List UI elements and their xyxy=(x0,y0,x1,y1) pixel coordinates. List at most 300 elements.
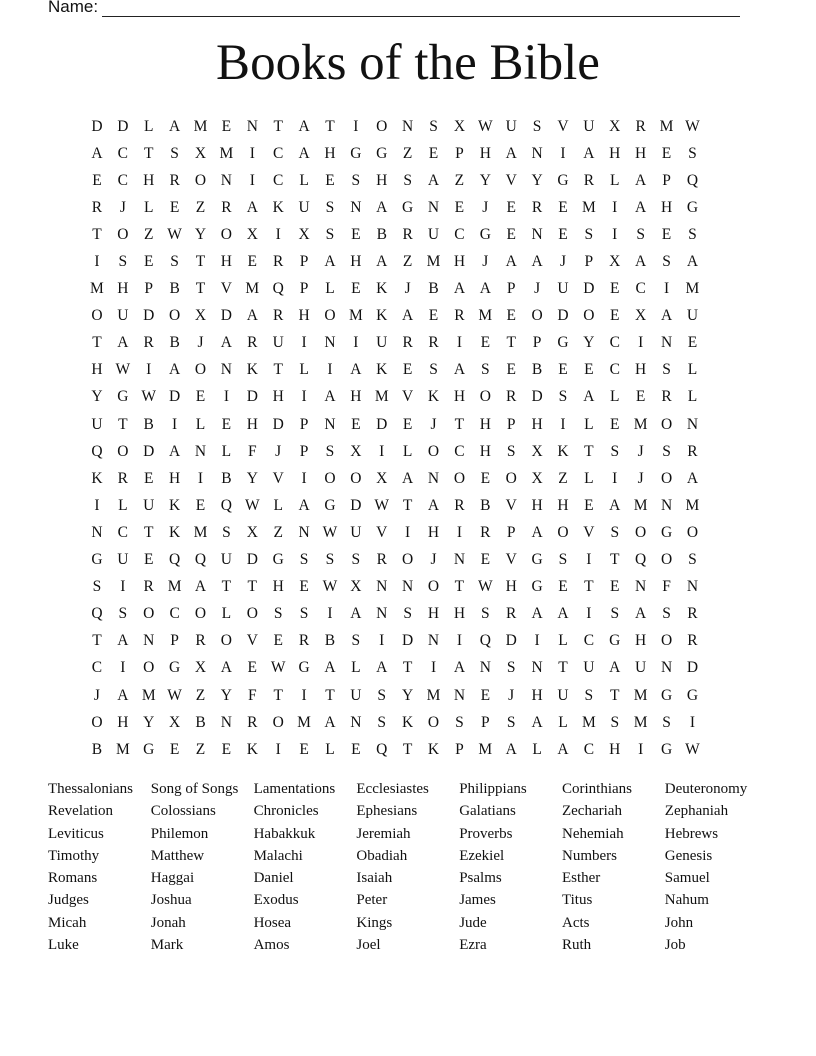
grid-letter: A xyxy=(531,605,543,623)
grid-letter: Q xyxy=(91,442,103,460)
grid-letter: E xyxy=(195,496,206,514)
grid-letter: W xyxy=(141,388,157,406)
grid-letter: A xyxy=(117,632,129,650)
grid-letter: T xyxy=(143,144,154,162)
grid-letter: I xyxy=(353,117,359,135)
grid-letter: A xyxy=(635,198,647,216)
grid-letter: A xyxy=(453,280,466,298)
word-bank-item: Ezra xyxy=(459,937,487,954)
grid-letter: D xyxy=(350,496,362,514)
grid-letter: T xyxy=(506,334,516,352)
grid-letter: S xyxy=(688,225,697,243)
grid-letter: I xyxy=(638,740,644,758)
grid-letter: I xyxy=(456,334,462,352)
grid-letter: Q xyxy=(479,632,491,650)
grid-letter: J xyxy=(404,280,411,298)
grid-letter: L xyxy=(221,442,232,460)
grid-letter: N xyxy=(194,442,207,460)
grid-letter: H xyxy=(453,388,466,406)
grid-letter: R xyxy=(143,334,154,352)
grid-letter: R xyxy=(247,334,258,352)
grid-letter: G xyxy=(660,686,673,704)
grid-letter: O xyxy=(453,469,466,487)
word-bank-item: Nehemiah xyxy=(561,825,624,842)
grid-letter: L xyxy=(687,361,698,379)
grid-letter: B xyxy=(376,225,387,243)
word-bank xyxy=(48,778,788,956)
grid-letter: H xyxy=(246,415,258,433)
grid-letter: A xyxy=(609,659,621,677)
grid-letter: P xyxy=(170,632,179,650)
grid-letter: L xyxy=(610,388,620,406)
grid-letter: Q xyxy=(635,551,647,569)
grid-letter: S xyxy=(325,551,335,569)
grid-letter: O xyxy=(583,307,595,325)
grid-letter: Y xyxy=(583,334,595,352)
grid-row xyxy=(84,465,734,492)
grid-letter: I xyxy=(275,225,281,243)
grid-row xyxy=(84,194,734,221)
grid-letter: O xyxy=(324,307,336,325)
grid-letter: L xyxy=(351,659,361,677)
grid-letter: V xyxy=(505,551,517,569)
grid-letter: E xyxy=(610,280,620,298)
grid-letter: G xyxy=(402,198,414,216)
word-bank-item: Philippians xyxy=(459,781,527,797)
grid-row xyxy=(84,113,734,140)
grid-letter: S xyxy=(636,225,645,243)
grid-letter: L xyxy=(402,442,413,460)
grid-letter: A xyxy=(505,740,517,758)
grid-letter: A xyxy=(479,280,491,298)
grid-letter: S xyxy=(688,144,697,162)
word-bank-item: Romans xyxy=(48,870,98,887)
grid-letter: S xyxy=(662,253,671,271)
grid-letter: K xyxy=(246,361,258,379)
grid-letter: U xyxy=(557,280,569,298)
word-bank-item: Judges xyxy=(48,892,89,909)
grid-letter: N xyxy=(427,469,440,487)
grid-row xyxy=(84,411,734,438)
grid-letter: E xyxy=(558,361,568,379)
grid-letter: B xyxy=(324,632,336,650)
grid-letter: E xyxy=(143,469,154,487)
grid-letter: D xyxy=(143,442,155,460)
grid-letter: C xyxy=(117,171,128,189)
word-bank-item: Nahum xyxy=(664,892,709,909)
grid-letter: A xyxy=(324,388,336,406)
grid-letter: R xyxy=(506,605,517,623)
grid-letter: X xyxy=(609,117,621,135)
grid-letter: H xyxy=(324,144,336,162)
grid-letter: O xyxy=(635,523,647,541)
grid-row xyxy=(84,248,734,275)
grid-letter: S xyxy=(662,713,671,731)
grid-letter: A xyxy=(117,686,129,704)
grid-letter: D xyxy=(272,415,284,433)
grid-letter: R xyxy=(247,713,258,731)
grid-letter: A xyxy=(583,388,595,406)
grid-letter: E xyxy=(143,253,154,271)
grid-letter: I xyxy=(301,686,307,704)
grid-row xyxy=(84,492,734,519)
grid-letter: P xyxy=(299,280,309,298)
grid-letter: A xyxy=(686,253,699,271)
word-bank-item: Obadiah xyxy=(356,847,408,864)
grid-letter: O xyxy=(350,469,362,487)
grid-letter: J xyxy=(637,469,644,487)
word-bank-item: Deuteronomy xyxy=(664,781,748,797)
grid-letter: A xyxy=(660,307,673,325)
grid-letter: A xyxy=(298,144,310,162)
grid-letter: P xyxy=(299,442,309,460)
grid-letter: M xyxy=(659,117,674,135)
grid-letter: V xyxy=(583,523,595,541)
name-label: Name: xyxy=(48,0,99,16)
grid-letter: R xyxy=(195,632,206,650)
word-bank-item: Zephaniah xyxy=(664,803,729,820)
grid-letter: C xyxy=(117,144,128,162)
grid-letter: F xyxy=(247,686,257,704)
word-bank-item: Proverbs xyxy=(459,825,513,842)
grid-letter: H xyxy=(635,632,647,650)
grid-letter: A xyxy=(583,144,595,162)
grid-letter: T xyxy=(273,686,283,704)
grid-letter: E xyxy=(351,415,361,433)
grid-letter: G xyxy=(117,388,129,406)
grid-letter: S xyxy=(558,551,568,569)
grid-row xyxy=(84,519,734,546)
grid-letter: S xyxy=(351,171,361,189)
grid-letter: E xyxy=(610,578,620,596)
grid-letter: E xyxy=(661,144,672,162)
grid-letter: E xyxy=(221,740,232,758)
grid-letter: I xyxy=(586,605,592,623)
grid-letter: H xyxy=(453,605,466,623)
grid-letter: U xyxy=(117,551,129,569)
grid-letter: T xyxy=(454,415,465,433)
grid-letter: S xyxy=(480,605,490,623)
grid-letter: O xyxy=(117,225,129,243)
grid-letter: H xyxy=(609,144,621,162)
grid-letter: C xyxy=(583,632,595,650)
grid-letter: T xyxy=(402,496,413,514)
grid-letter: J xyxy=(637,442,644,460)
grid-letter: A xyxy=(427,496,440,514)
grid-letter: S xyxy=(662,442,671,460)
grid-letter: M xyxy=(374,388,389,406)
grid-letter: N xyxy=(531,144,543,162)
grid-letter: Q xyxy=(91,605,103,623)
grid-letter: A xyxy=(324,253,336,271)
grid-letter: E xyxy=(610,415,620,433)
grid-letter: U xyxy=(91,415,103,433)
grid-letter: Z xyxy=(195,686,206,704)
grid-letter: O xyxy=(143,605,155,623)
grid-letter: N xyxy=(531,659,543,677)
grid-letter: A xyxy=(531,523,543,541)
word-bank-item: Hosea xyxy=(253,914,292,931)
grid-letter: I xyxy=(405,523,411,541)
word-bank-item: Lamentations xyxy=(253,781,336,797)
grid-letter: Y xyxy=(402,686,414,704)
grid-letter: T xyxy=(195,280,206,298)
grid-letter: Q xyxy=(376,740,388,758)
grid-letter: H xyxy=(531,686,543,704)
word-bank-item: Zechariah xyxy=(561,803,622,820)
grid-letter: G xyxy=(272,551,284,569)
grid-letter: G xyxy=(298,659,310,677)
grid-letter: V xyxy=(376,523,388,541)
grid-letter: A xyxy=(376,253,388,271)
grid-letter: V xyxy=(220,280,232,298)
grid-letter: N xyxy=(376,578,388,596)
grid-letter: T xyxy=(558,659,568,677)
grid-row xyxy=(84,330,734,357)
grid-letter: A xyxy=(298,496,310,514)
grid-letter: S xyxy=(662,605,671,623)
grid-letter: L xyxy=(143,117,154,135)
grid-letter: T xyxy=(454,578,465,596)
grid-letter: L xyxy=(325,280,335,298)
grid-letter: A xyxy=(246,307,258,325)
grid-letter: L xyxy=(195,415,206,433)
grid-letter: R xyxy=(91,198,103,216)
grid-letter: D xyxy=(117,117,129,135)
grid-letter: N xyxy=(324,415,336,433)
grid-letter: S xyxy=(273,605,283,623)
grid-letter: I xyxy=(94,253,100,271)
grid-letter: C xyxy=(273,171,284,189)
grid-letter: P xyxy=(532,334,542,352)
word-bank-item: Ecclesiastes xyxy=(356,781,429,797)
grid-letter: G xyxy=(660,740,673,758)
grid-letter: H xyxy=(220,253,232,271)
grid-letter: T xyxy=(221,578,232,596)
word-bank-item: Revelation xyxy=(48,803,113,820)
grid-letter: G xyxy=(169,659,181,677)
grid-letter: W xyxy=(322,578,338,596)
grid-letter: K xyxy=(272,198,284,216)
grid-letter: C xyxy=(273,144,284,162)
grid-letter: M xyxy=(581,713,596,731)
grid-row xyxy=(84,655,734,682)
word-bank-item: Ephesians xyxy=(356,803,418,820)
grid-letter: H xyxy=(635,144,647,162)
grid-letter: O xyxy=(91,713,103,731)
grid-letter: P xyxy=(455,144,464,162)
page-title: Books of the Bible xyxy=(216,35,600,91)
grid-row xyxy=(84,574,734,601)
grid-letter: S xyxy=(558,388,568,406)
grid-letter: E xyxy=(402,361,413,379)
grid-letter: E xyxy=(221,117,232,135)
grid-letter: X xyxy=(531,442,543,460)
grid-letter: S xyxy=(429,361,438,379)
grid-letter: O xyxy=(220,632,232,650)
grid-letter: Y xyxy=(531,171,543,189)
grid-letter: O xyxy=(324,469,336,487)
grid-letter: T xyxy=(584,578,594,596)
grid-letter: I xyxy=(120,578,126,596)
grid-letter: E xyxy=(325,171,335,189)
grid-letter: D xyxy=(169,388,181,406)
grid-letter: R xyxy=(661,388,672,406)
grid-letter: I xyxy=(275,740,281,758)
grid-letter: W xyxy=(477,578,493,596)
grid-letter: Q xyxy=(686,171,699,189)
grid-letter: M xyxy=(685,496,700,514)
grid-letter: J xyxy=(430,415,437,433)
grid-letter: D xyxy=(531,388,543,406)
grid-letter: T xyxy=(273,361,283,379)
grid-letter: H xyxy=(479,442,491,460)
grid-letter: I xyxy=(249,144,255,162)
grid-letter: E xyxy=(661,225,672,243)
grid-letter: O xyxy=(91,307,103,325)
word-bank-item: Leviticus xyxy=(48,825,104,842)
grid-letter: O xyxy=(660,469,673,487)
grid-letter: I xyxy=(249,171,255,189)
grid-letter: S xyxy=(584,686,594,704)
grid-letter: G xyxy=(531,578,543,596)
grid-letter: K xyxy=(427,740,440,758)
grid-letter: O xyxy=(505,469,517,487)
grid-letter: X xyxy=(194,307,207,325)
grid-letter: H xyxy=(479,415,491,433)
grid-letter: N xyxy=(427,632,440,650)
grid-letter: S xyxy=(92,578,102,596)
grid-letter: J xyxy=(93,686,100,704)
grid-letter: X xyxy=(246,225,258,243)
grid-letter: R xyxy=(531,198,543,216)
grid-letter: M xyxy=(193,523,208,541)
grid-row xyxy=(84,357,734,384)
grid-letter: N xyxy=(531,225,543,243)
grid-letter: V xyxy=(246,632,258,650)
grid-letter: L xyxy=(584,469,594,487)
grid-letter: E xyxy=(351,740,361,758)
grid-letter: H xyxy=(660,198,673,216)
grid-letter: E xyxy=(635,388,646,406)
word-bank-item: Micah xyxy=(48,914,87,931)
grid-letter: U xyxy=(686,307,699,325)
grid-letter: U xyxy=(505,117,517,135)
grid-letter: O xyxy=(427,442,440,460)
grid-letter: Q xyxy=(169,551,181,569)
grid-letter: B xyxy=(195,713,206,731)
grid-letter: R xyxy=(506,388,517,406)
grid-letter: J xyxy=(482,198,489,216)
grid-letter: D xyxy=(143,307,155,325)
grid-letter: R xyxy=(583,171,595,189)
grid-letter: L xyxy=(325,740,335,758)
grid-letter: S xyxy=(480,361,490,379)
word-bank-item: Mark xyxy=(150,937,184,954)
grid-letter: R xyxy=(143,578,154,596)
word-bank-item: Song of Songs xyxy=(150,781,239,797)
grid-letter: A xyxy=(169,442,181,460)
grid-letter: O xyxy=(194,361,207,379)
grid-letter: C xyxy=(635,280,646,298)
grid-letter: B xyxy=(221,469,232,487)
word-bank-item: Chronicles xyxy=(253,803,319,820)
grid-letter: G xyxy=(557,334,569,352)
grid-letter: O xyxy=(143,659,155,677)
grid-letter: G xyxy=(557,171,569,189)
grid-letter: S xyxy=(610,713,620,731)
grid-letter: H xyxy=(609,740,621,758)
grid-letter: N xyxy=(427,198,440,216)
grid-letter: W xyxy=(167,225,182,243)
grid-letter: C xyxy=(454,442,465,460)
grid-letter: E xyxy=(428,144,439,162)
grid-letter: U xyxy=(220,551,232,569)
grid-letter: A xyxy=(686,469,699,487)
grid-letter: O xyxy=(402,551,414,569)
grid-letter: I xyxy=(353,334,359,352)
grid-letter: S xyxy=(610,523,620,541)
grid-letter: E xyxy=(480,334,491,352)
grid-letter: U xyxy=(272,334,284,352)
grid-letter: A xyxy=(557,740,569,758)
grid-letter: H xyxy=(505,578,517,596)
grid-letter: R xyxy=(402,225,413,243)
grid-letter: E xyxy=(558,578,568,596)
grid-letter: I xyxy=(223,388,229,406)
grid-letter: A xyxy=(324,659,336,677)
grid-letter: X xyxy=(609,253,621,271)
grid-letter: Y xyxy=(479,171,491,189)
grid-letter: N xyxy=(143,632,155,650)
grid-letter: M xyxy=(633,415,648,433)
grid-letter: B xyxy=(480,496,491,514)
grid-letter: B xyxy=(91,740,103,758)
grid-row xyxy=(84,221,734,248)
grid-letter: O xyxy=(427,713,440,731)
grid-letter: I xyxy=(560,415,566,433)
grid-letter: R xyxy=(454,307,465,325)
grid-letter: I xyxy=(663,280,670,298)
grid-letter: I xyxy=(612,225,618,243)
grid-letter: W xyxy=(477,117,493,135)
grid-letter: K xyxy=(376,307,388,325)
grid-letter: P xyxy=(506,280,516,298)
grid-letter: U xyxy=(557,686,569,704)
grid-letter: O xyxy=(660,551,673,569)
grid-letter: K xyxy=(402,713,414,731)
grid-letter: A xyxy=(117,334,129,352)
grid-letter: S xyxy=(351,632,361,650)
grid-letter: C xyxy=(609,361,620,379)
grid-letter: W xyxy=(167,686,182,704)
grid-letter: J xyxy=(430,551,437,569)
grid-letter: X xyxy=(635,307,647,325)
word-bank-item: Kings xyxy=(356,914,393,931)
grid-letter: A xyxy=(402,469,414,487)
word-bank-item: Daniel xyxy=(253,870,294,887)
grid-letter: T xyxy=(92,334,102,352)
grid-letter: K xyxy=(376,361,388,379)
grid-letter: R xyxy=(635,117,646,135)
grid-letter: G xyxy=(479,225,491,243)
grid-letter: I xyxy=(689,713,696,731)
grid-letter: H xyxy=(479,144,491,162)
word-bank-item: Joshua xyxy=(150,892,192,909)
grid-letter: X xyxy=(194,659,207,677)
grid-letter: S xyxy=(118,605,128,623)
grid-letter: Z xyxy=(402,144,413,162)
